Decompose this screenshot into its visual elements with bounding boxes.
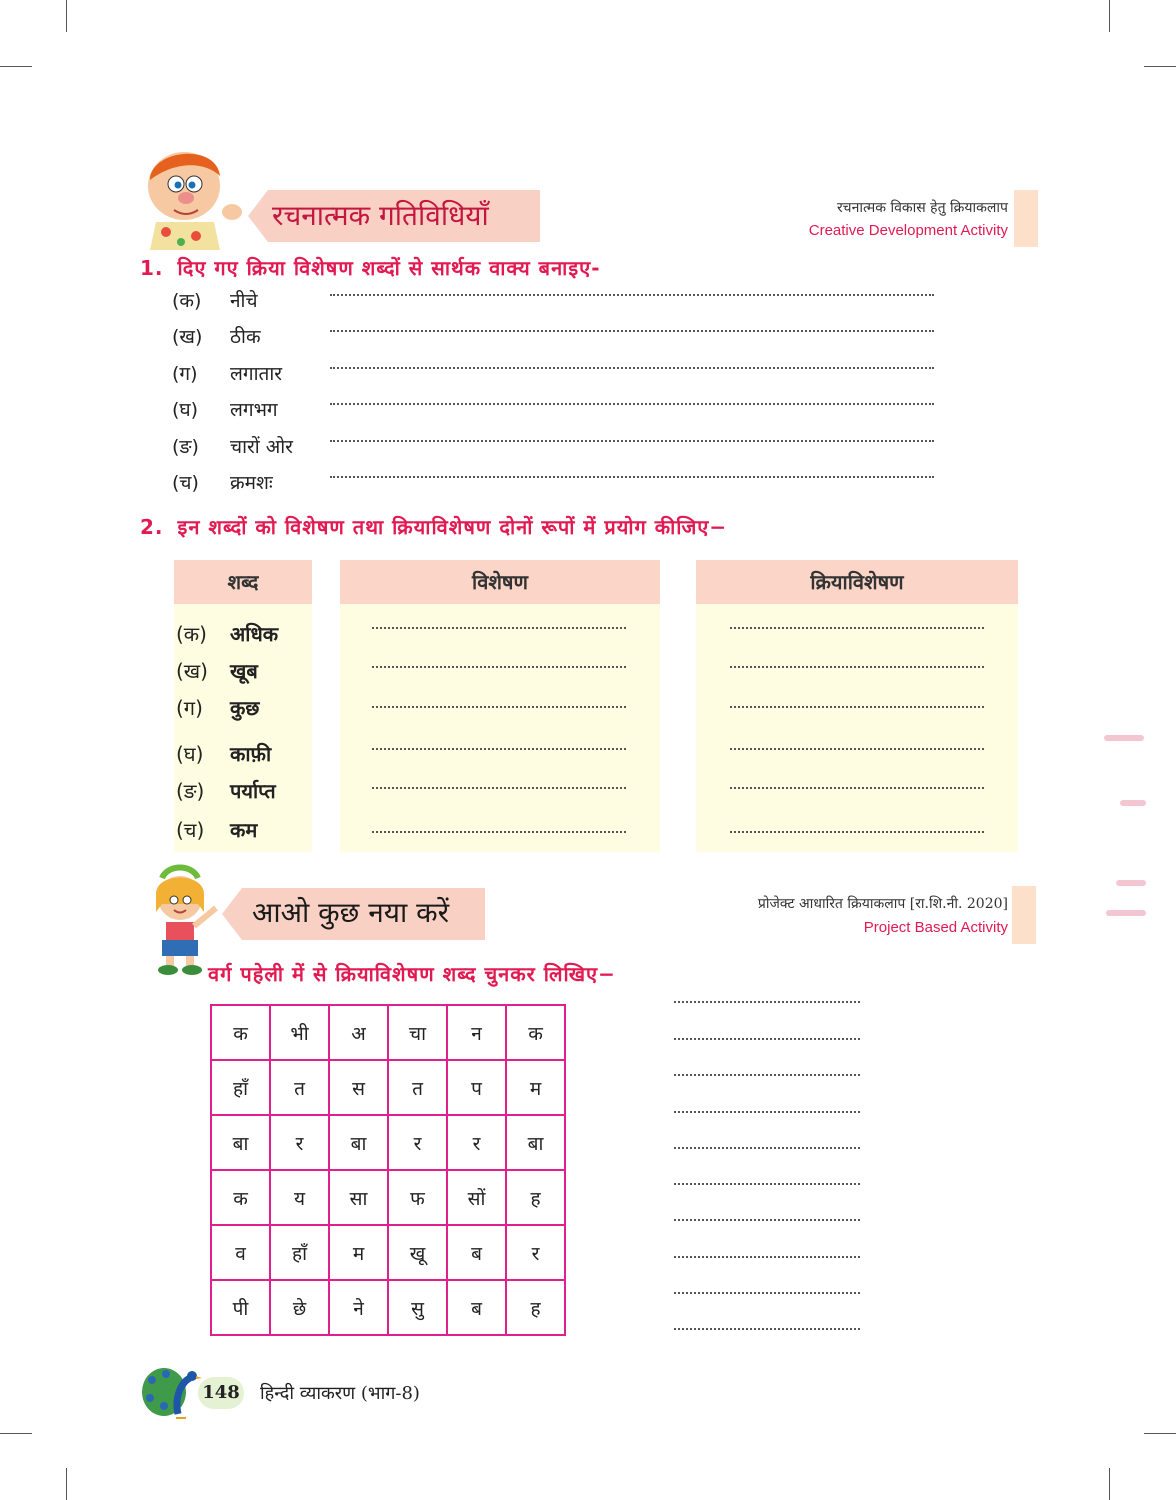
list-item: (ख) ठीक (172, 326, 261, 348)
answer-line[interactable] (674, 1147, 860, 1149)
answer-line[interactable] (372, 748, 626, 750)
column-header-adjective: विशेषण (340, 560, 660, 604)
table-column-body (340, 604, 660, 852)
answer-line[interactable] (330, 476, 934, 478)
answer-line[interactable] (674, 1219, 860, 1221)
grid-cell[interactable]: र (388, 1115, 447, 1170)
activity-type-english: Creative Development Activity (808, 222, 1008, 239)
question-text: वर्ग पहेली में से क्रियाविशेषण शब्द चुनकर लिखिए− (208, 962, 616, 986)
answer-line[interactable] (372, 666, 626, 668)
grid-cell[interactable]: हाँ (270, 1225, 329, 1280)
answer-line[interactable] (730, 787, 984, 789)
crop-mark (0, 1433, 32, 1434)
book-title: हिन्दी व्याकरण (भाग-8) (260, 1383, 420, 1404)
grid-cell[interactable]: र (270, 1115, 329, 1170)
grid-cell[interactable]: ने (329, 1280, 388, 1335)
answer-line[interactable] (372, 627, 626, 629)
answer-line[interactable] (674, 1001, 860, 1003)
question-3 (208, 960, 616, 987)
answer-line[interactable] (372, 706, 626, 708)
grid-cell[interactable]: चा (388, 1005, 447, 1060)
edge-mark (1104, 735, 1144, 741)
answer-line[interactable] (674, 1183, 860, 1185)
grid-cell[interactable]: बा (506, 1115, 565, 1170)
grid-cell[interactable]: बा (211, 1115, 270, 1170)
table-row: (ख) खूब (176, 659, 258, 683)
answer-line[interactable] (730, 831, 984, 833)
grid-cell[interactable]: हाँ (211, 1060, 270, 1115)
grid-cell[interactable]: अ (329, 1005, 388, 1060)
side-accent-bar (1012, 886, 1036, 944)
grid-cell[interactable]: सु (388, 1280, 447, 1335)
grid-cell[interactable]: व (211, 1225, 270, 1280)
grid-cell[interactable]: खू (388, 1225, 447, 1280)
table-row: (च) कम (176, 818, 258, 842)
peacock-icon (140, 1362, 204, 1420)
grid-cell[interactable]: सा (329, 1170, 388, 1225)
answer-line[interactable] (674, 1292, 860, 1294)
question-1 (140, 254, 601, 281)
page-number: 148 (198, 1377, 244, 1409)
grid-cell[interactable]: स (329, 1060, 388, 1115)
grid-cell[interactable]: सों (447, 1170, 506, 1225)
answer-line[interactable] (330, 403, 934, 405)
grid-cell[interactable]: पी (211, 1280, 270, 1335)
grid-cell[interactable]: छे (270, 1280, 329, 1335)
activity-type-english: Project Based Activity (863, 919, 1008, 936)
grid-cell[interactable]: ह (506, 1170, 565, 1225)
answer-line[interactable] (674, 1074, 860, 1076)
edge-mark (1106, 910, 1146, 916)
answer-line[interactable] (330, 440, 934, 442)
answer-line[interactable] (730, 748, 984, 750)
grid-cell[interactable]: ह (506, 1280, 565, 1335)
answer-line[interactable] (730, 666, 984, 668)
list-item: (ङ) चारों ओर (172, 436, 293, 458)
grid-cell[interactable]: न (447, 1005, 506, 1060)
edge-mark (1120, 800, 1146, 806)
table-row: (घ) काफ़ी (176, 742, 272, 766)
list-item: (च) क्रमशः (172, 472, 273, 494)
answer-line[interactable] (730, 706, 984, 708)
answer-line[interactable] (674, 1328, 860, 1330)
crop-mark (1109, 0, 1110, 32)
section-title: आओ कुछ नया करें (252, 896, 450, 929)
grid-cell[interactable]: म (506, 1060, 565, 1115)
question-2 (140, 513, 727, 540)
side-accent-bar (1014, 190, 1038, 247)
list-item: (क) नीचे (172, 290, 258, 312)
crop-mark (66, 1468, 67, 1500)
list-item: (ग) लगातार (172, 363, 283, 385)
answer-line[interactable] (330, 330, 934, 332)
section-title: रचनात्मक गतिविधियाँ (272, 199, 489, 232)
answer-line[interactable] (330, 294, 934, 296)
list-item: (घ) लगभग (172, 399, 278, 421)
crop-mark (0, 66, 32, 67)
answer-line[interactable] (372, 831, 626, 833)
column-header-word: शब्द (174, 560, 312, 604)
column-header-adverb: क्रियाविशेषण (696, 560, 1018, 604)
answer-line[interactable] (730, 627, 984, 629)
crop-mark (1109, 1468, 1110, 1500)
crop-mark (66, 0, 67, 32)
answer-line[interactable] (372, 787, 626, 789)
crop-mark (1144, 66, 1176, 67)
grid-cell[interactable]: म (329, 1225, 388, 1280)
question-text: दिए गए क्रिया विशेषण शब्दों से सार्थक वाक्य बनाइए- (177, 256, 601, 280)
activity-type-hindi: रचनात्मक विकास हेतु क्रियाकलाप (836, 200, 1008, 216)
word-puzzle-grid (210, 1004, 566, 1336)
question-text: इन शब्दों को विशेषण तथा क्रियाविशेषण दोनों रूपों में प्रयोग कीजिए− (177, 515, 728, 539)
grid-cell[interactable]: त (270, 1060, 329, 1115)
grid-cell[interactable]: क (211, 1005, 270, 1060)
edge-mark (1116, 880, 1146, 886)
table-column-body (696, 604, 1018, 852)
answer-line[interactable] (674, 1256, 860, 1258)
question-number: 1. (140, 256, 164, 280)
table-row: (ङ) पर्याप्त (176, 779, 276, 803)
table-row: (क) अधिक (176, 622, 279, 646)
answer-line[interactable] (330, 367, 934, 369)
activity-type-hindi: प्रोजेक्ट आधारित क्रियाकलाप [रा.शि.नी. 2020] (757, 896, 1008, 912)
grid-cell[interactable]: ब (447, 1225, 506, 1280)
grid-cell[interactable]: क (211, 1170, 270, 1225)
grid-cell[interactable]: ब (447, 1280, 506, 1335)
grid-cell[interactable]: क (506, 1005, 565, 1060)
grid-cell[interactable]: त (388, 1060, 447, 1115)
grid-cell[interactable]: र (447, 1115, 506, 1170)
grid-cell[interactable]: य (270, 1170, 329, 1225)
grid-cell[interactable]: भी (270, 1005, 329, 1060)
grid-cell[interactable]: बा (329, 1115, 388, 1170)
crop-mark (1144, 1433, 1176, 1434)
question-number: 2. (140, 515, 164, 539)
table-row: (ग) कुछ (176, 696, 260, 720)
grid-cell[interactable]: र (506, 1225, 565, 1280)
grid-cell[interactable]: फ (388, 1170, 447, 1225)
boy-illustration (136, 140, 246, 250)
answer-line[interactable] (674, 1111, 860, 1113)
grid-cell[interactable]: प (447, 1060, 506, 1115)
answer-line[interactable] (674, 1038, 860, 1040)
